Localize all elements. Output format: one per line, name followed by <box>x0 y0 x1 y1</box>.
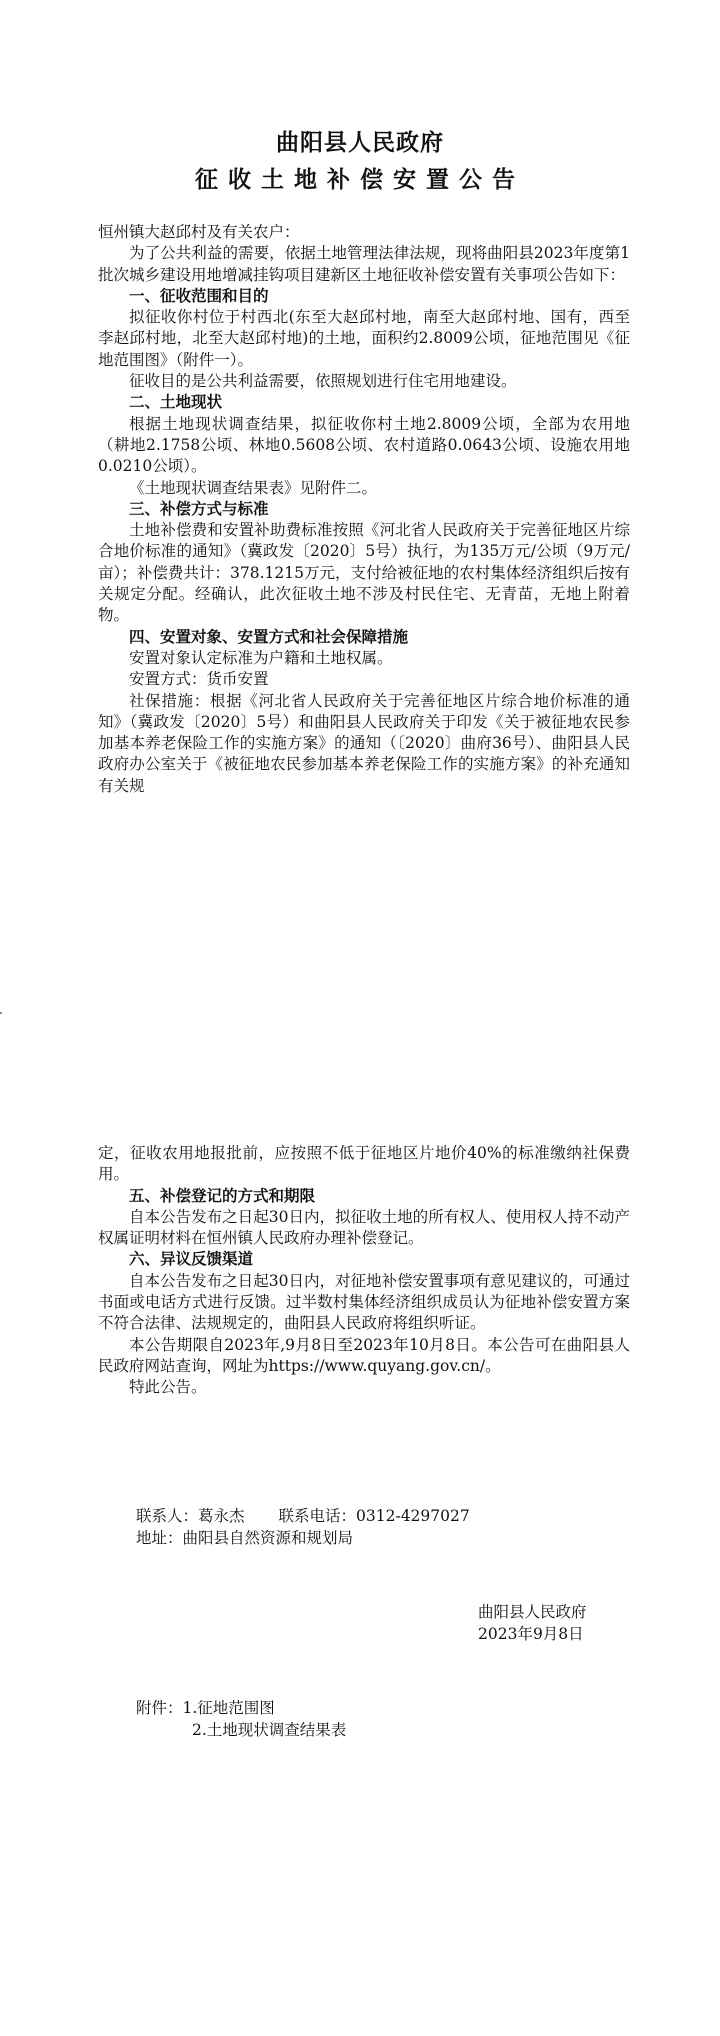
section-4-paragraph-1: 安置对象认定标准为户籍和土地权属。 <box>129 648 393 667</box>
contact-phone: 联系电话：0312-4297027 <box>278 1507 470 1525</box>
section-1-heading: 一、征收范围和目的 <box>129 286 269 305</box>
attachments-block <box>136 1697 346 1741</box>
section-2-paragraph-1: 根据土地现状调查结果，拟征收你村土地2.8009公顷，全部为农用地（耕地2.1758公顷、林地0.5608公顷、农村道路0.0643公顷、设施农用地0.0210公顷）。 <box>98 414 630 476</box>
section-3-paragraph-1: 土地补偿费和安置补助费标准按照《河北省人民政府关于完善征地区片综合地价标准的通知》（冀政发〔2020〕5号）执行，为135万元/公顷（9万元/亩）；补偿费共计：378.1215万元，支付给被征地的农村集体经济组织后按有关规定分配。经确认，此次征收土地不涉及村民住宅、无青苗，无地上附着物。 <box>98 521 630 625</box>
section-1-paragraph-2: 征收目的是公共利益需要，依照规划进行住宅用地建设。 <box>129 372 517 391</box>
section-5-heading: 五、补偿登记的方式和期限 <box>129 1186 316 1205</box>
page-break-mark <box>0 1012 2 1014</box>
document-title: 曲阳县人民政府 <box>276 130 444 156</box>
notice-body-part1 <box>98 222 630 797</box>
contact-block <box>136 1505 470 1549</box>
section-3-heading: 三、补偿方式与标准 <box>129 499 269 518</box>
section-6-heading: 六、异议反馈渠道 <box>129 1250 254 1269</box>
intro-paragraph: 为了公共利益的需要，依据土地管理法律法规，现将曲阳县2023年度第1批次城乡建设用地增减挂钩项目建新区土地征收补偿安置有关事项公告如下： <box>98 244 630 284</box>
section-4-heading: 四、安置对象、安置方式和社会保障措施 <box>129 627 409 646</box>
salutation: 恒州镇大赵邱村及有关农户： <box>98 223 300 241</box>
section-1-paragraph-1: 拟征收你村位于村西北(东至大赵邱村地，南至大赵邱村地、国有，西至李赵邱村地，北至大赵邱村地)的土地，面积约2.8009公顷，征地范围见《征地范围图》（附件一）。 <box>98 308 630 369</box>
signature-date: 2023年9月8日 <box>478 1625 584 1643</box>
section-5-paragraph-1: 自本公告发布之日起30日内，拟征收土地的所有权人、使用权人持不动产权属证明材料在恒州镇人民政府办理补偿登记。 <box>98 1207 630 1248</box>
notice-period-paragraph: 本公告期限自2023年,9月8日至2023年10月8日。本公告可在曲阳县人民政府网站查询，网址为https://www.quyang.gov.cn/。 <box>98 1335 630 1375</box>
section-4-paragraph-3-continued: 定，征收农用地报批前，应按照不低于征地区片地价40%的标准缴纳社保费用。 <box>98 1144 630 1184</box>
contact-address: 地址：曲阳县自然资源和规划局 <box>136 1529 354 1547</box>
section-6-paragraph-1: 自本公告发布之日起30日内，对征地补偿安置事项有意见建议的，可通过书面或电话方式进行反馈。过半数村集体经济组织成员认为征地补偿安置方案不符合法律、法规规定的，曲阳县人民政府将组织听证。 <box>98 1271 630 1333</box>
notice-body-part2 <box>98 1143 630 1399</box>
attachment-item-1: 附件：1.征地范围图 <box>136 1699 275 1717</box>
contact-person: 联系人：葛永杰 <box>136 1507 245 1525</box>
closing-line: 特此公告。 <box>129 1378 207 1397</box>
attachment-item-2: 2.土地现状调查结果表 <box>192 1721 347 1739</box>
section-4-paragraph-3: 社保措施：根据《河北省人民政府关于完善征地区片综合地价标准的通知》（冀政发〔2020〕5号）和曲阳县人民政府关于印发《关于被征地农民参加基本养老保险工作的实施方案》的通知（〔2020〕曲府36号）、曲阳县人民政府办公室关于《被征地农民参加基本养老保险工作的实施方案》的补充通知有关规 <box>98 691 630 795</box>
section-4-paragraph-2: 安置方式：货币安置 <box>129 670 269 689</box>
signature-block <box>478 1601 587 1645</box>
section-2-heading: 二、土地现状 <box>129 393 223 412</box>
signature-org: 曲阳县人民政府 <box>478 1603 587 1621</box>
document-subtitle: 征收土地补偿安置公告 <box>195 167 525 193</box>
section-2-paragraph-2: 《土地现状调查结果表》见附件二。 <box>129 478 378 497</box>
